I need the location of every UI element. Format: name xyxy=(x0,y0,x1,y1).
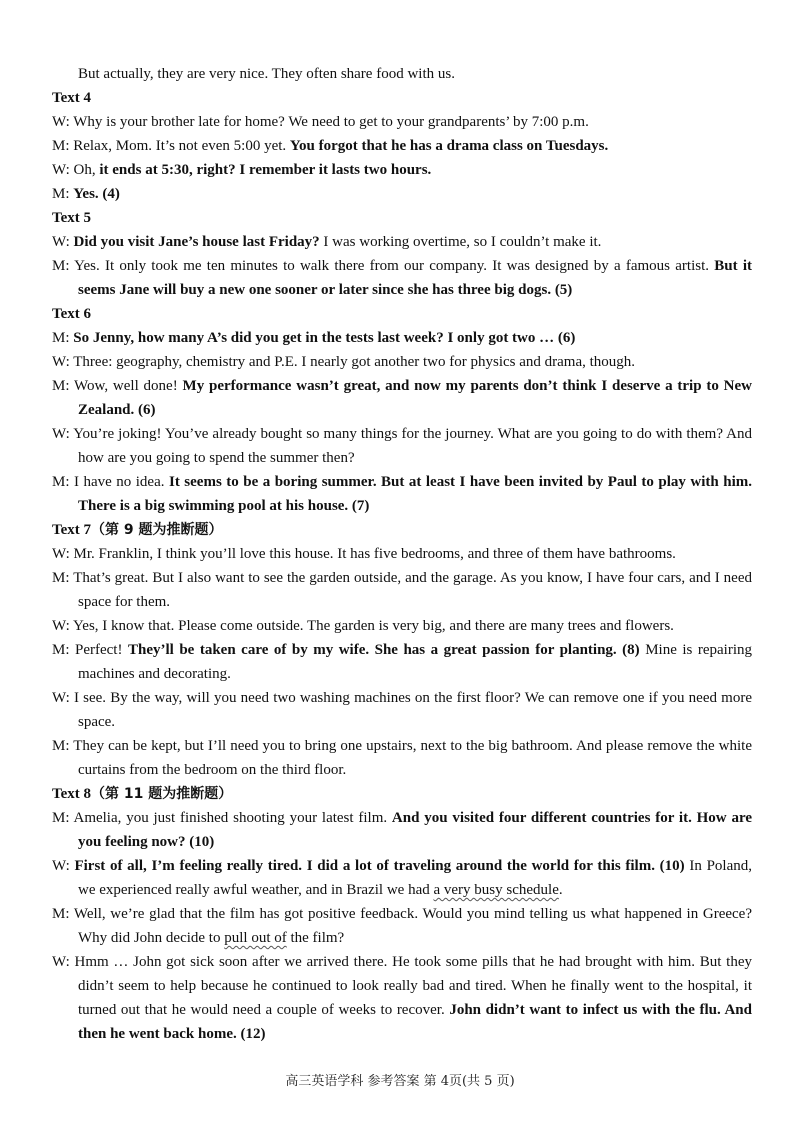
answer-highlight: They’ll be taken care of by my wife. She has a great passion for planting. (8) xyxy=(127,642,640,658)
dialogue-line xyxy=(52,470,752,518)
text-segment: W: You’re joking! You’ve already bought so many things for the journey. What are you going to do with them? And how are you going to spend the summer then? xyxy=(52,426,752,466)
text-segment: Text 7 xyxy=(52,522,92,538)
page-footer: 高三英语学科 参考答案 第 4页(共 5 页) xyxy=(285,1074,515,1089)
text-segment: M: xyxy=(52,186,74,202)
answer-highlight: it ends at 5:30, right? I remember it lasts two hours. xyxy=(99,162,432,178)
text-segment: M: I have no idea. xyxy=(52,474,169,490)
text-segment: M: They can be kept, but I’ll need you to bring one upstairs, next to the big bathroom. And please remove the white curtains from the bedroom on the third floor. xyxy=(52,738,752,778)
dialogue-line xyxy=(52,734,752,782)
answer-highlight: First of all, I’m feeling really tired. I did a lot of traveling around the world for this film. (10) xyxy=(74,858,685,874)
section-title xyxy=(52,302,752,326)
text-segment: W: Yes, I know that. Please come outside. The garden is very big, and there are many trees and flowers. xyxy=(52,618,674,634)
text-segment: M: Yes. It only took me ten minutes to walk there from our company. It was designed by a famous artist. xyxy=(52,258,715,274)
section-title xyxy=(52,782,752,806)
text-segment: I was working overtime, so I couldn’t make it. xyxy=(319,234,602,250)
text-segment: W: I see. By the way, will you need two washing machines on the first floor? We can remove one if you need more space. xyxy=(52,690,752,730)
answer-document xyxy=(52,62,752,1046)
dialogue-line xyxy=(52,374,752,422)
dialogue-line xyxy=(52,902,752,950)
text-segment: M: Well, we’re glad that the film has got positive feedback. Would you mind telling us what happened in Greece? Why did John decide to xyxy=(52,906,752,946)
section-title xyxy=(52,518,752,542)
dialogue-line xyxy=(52,326,752,350)
text-segment: In Poland, we experienced really awful weather, and in Brazil we had xyxy=(78,858,752,898)
dialogue-line xyxy=(52,182,752,206)
answer-highlight: John didn’t want to infect us with the flu. And then he went back home. (12) xyxy=(78,1002,752,1042)
underlined-phrase: a very busy schedule xyxy=(433,882,559,898)
text-segment: W: xyxy=(52,858,75,874)
dialogue-line xyxy=(52,230,752,254)
text-segment: . xyxy=(558,882,563,898)
text-segment: Text 5 xyxy=(52,210,92,226)
text-segment: Text 6 xyxy=(52,306,92,322)
dialogue-line xyxy=(52,134,752,158)
text-segment: M: Wow, well done! xyxy=(52,378,183,394)
text-segment: W: Hmm … John got sick soon after we arrived there. He took some pills that he had brought with him. But they didn’t seem to help because he continued to look really bad and tired. When he finally went to the hospital, it turned out that he would need a couple of weeks to recover. xyxy=(52,954,752,1018)
dialogue-line xyxy=(52,686,752,734)
text-segment: M: xyxy=(52,330,74,346)
text-segment: （第 9 题为推断题） xyxy=(91,522,223,538)
text-segment: M: Relax, Mom. It’s not even 5:00 yet. xyxy=(52,138,290,154)
dialogue-line xyxy=(52,614,752,638)
underlined-phrase: pull out of xyxy=(224,930,287,946)
dialogue-line xyxy=(52,158,752,182)
dialogue-line xyxy=(52,254,752,302)
dialogue-line xyxy=(52,950,752,1046)
text-segment: But actually, they are very nice. They often share food with us. xyxy=(78,66,455,82)
answer-highlight: My performance wasn’t great, and now my parents don’t think I deserve a trip to New Zealand. (6) xyxy=(78,378,753,418)
answer-highlight: It seems to be a boring summer. But at least I have been invited by Paul to play with him. There is a big swimming pool at his house. (7) xyxy=(78,474,752,514)
dialogue-line xyxy=(52,806,752,854)
dialogue-line xyxy=(52,350,752,374)
section-title xyxy=(52,206,752,230)
answer-highlight: And you visited four different countries for it. How are you feeling now? (10) xyxy=(78,810,752,850)
text-segment: W: Three: geography, chemistry and P.E. I nearly got another two for physics and drama, though. xyxy=(52,354,636,370)
answer-highlight: Did you visit Jane’s house last Friday? xyxy=(73,234,320,250)
text-segment: M: That’s great. But I also want to see the garden outside, and the garage. As you know, I have four cars, and I need space for them. xyxy=(52,570,752,610)
dialogue-line xyxy=(52,854,752,902)
dialogue-line xyxy=(52,422,752,470)
text-segment: W: xyxy=(52,234,74,250)
dialogue-line xyxy=(52,566,752,614)
text-segment: the film? xyxy=(286,930,345,946)
text-segment: M: Perfect! xyxy=(52,642,128,658)
answer-highlight: Yes. (4) xyxy=(73,186,120,202)
dialogue-continuation xyxy=(52,62,752,86)
text-segment: M: Amelia, you just finished shooting your latest film. xyxy=(52,810,392,826)
text-segment: W: Why is your brother late for home? We need to get to your grandparents’ by 7:00 p.m. xyxy=(52,114,589,130)
dialogue-line xyxy=(52,542,752,566)
text-segment: Text 8 xyxy=(52,786,92,802)
text-segment: W: Oh, xyxy=(52,162,100,178)
dialogue-line xyxy=(52,638,752,686)
section-title xyxy=(52,86,752,110)
answer-highlight: So Jenny, how many A’s did you get in the tests last week? I only got two … (6) xyxy=(73,330,576,346)
answer-highlight: You forgot that he has a drama class on Tuesdays. xyxy=(289,138,609,154)
text-segment: Text 4 xyxy=(52,90,92,106)
dialogue-line xyxy=(52,110,752,134)
answer-highlight: But it seems Jane will buy a new one sooner or later since she has three big dogs. (5) xyxy=(78,258,752,298)
text-segment: Mine is repairing machines and decorating. xyxy=(78,642,752,682)
text-segment: W: Mr. Franklin, I think you’ll love this house. It has five bedrooms, and three of them have bathrooms. xyxy=(52,546,676,562)
text-segment: （第 11 题为推断题） xyxy=(91,786,233,802)
